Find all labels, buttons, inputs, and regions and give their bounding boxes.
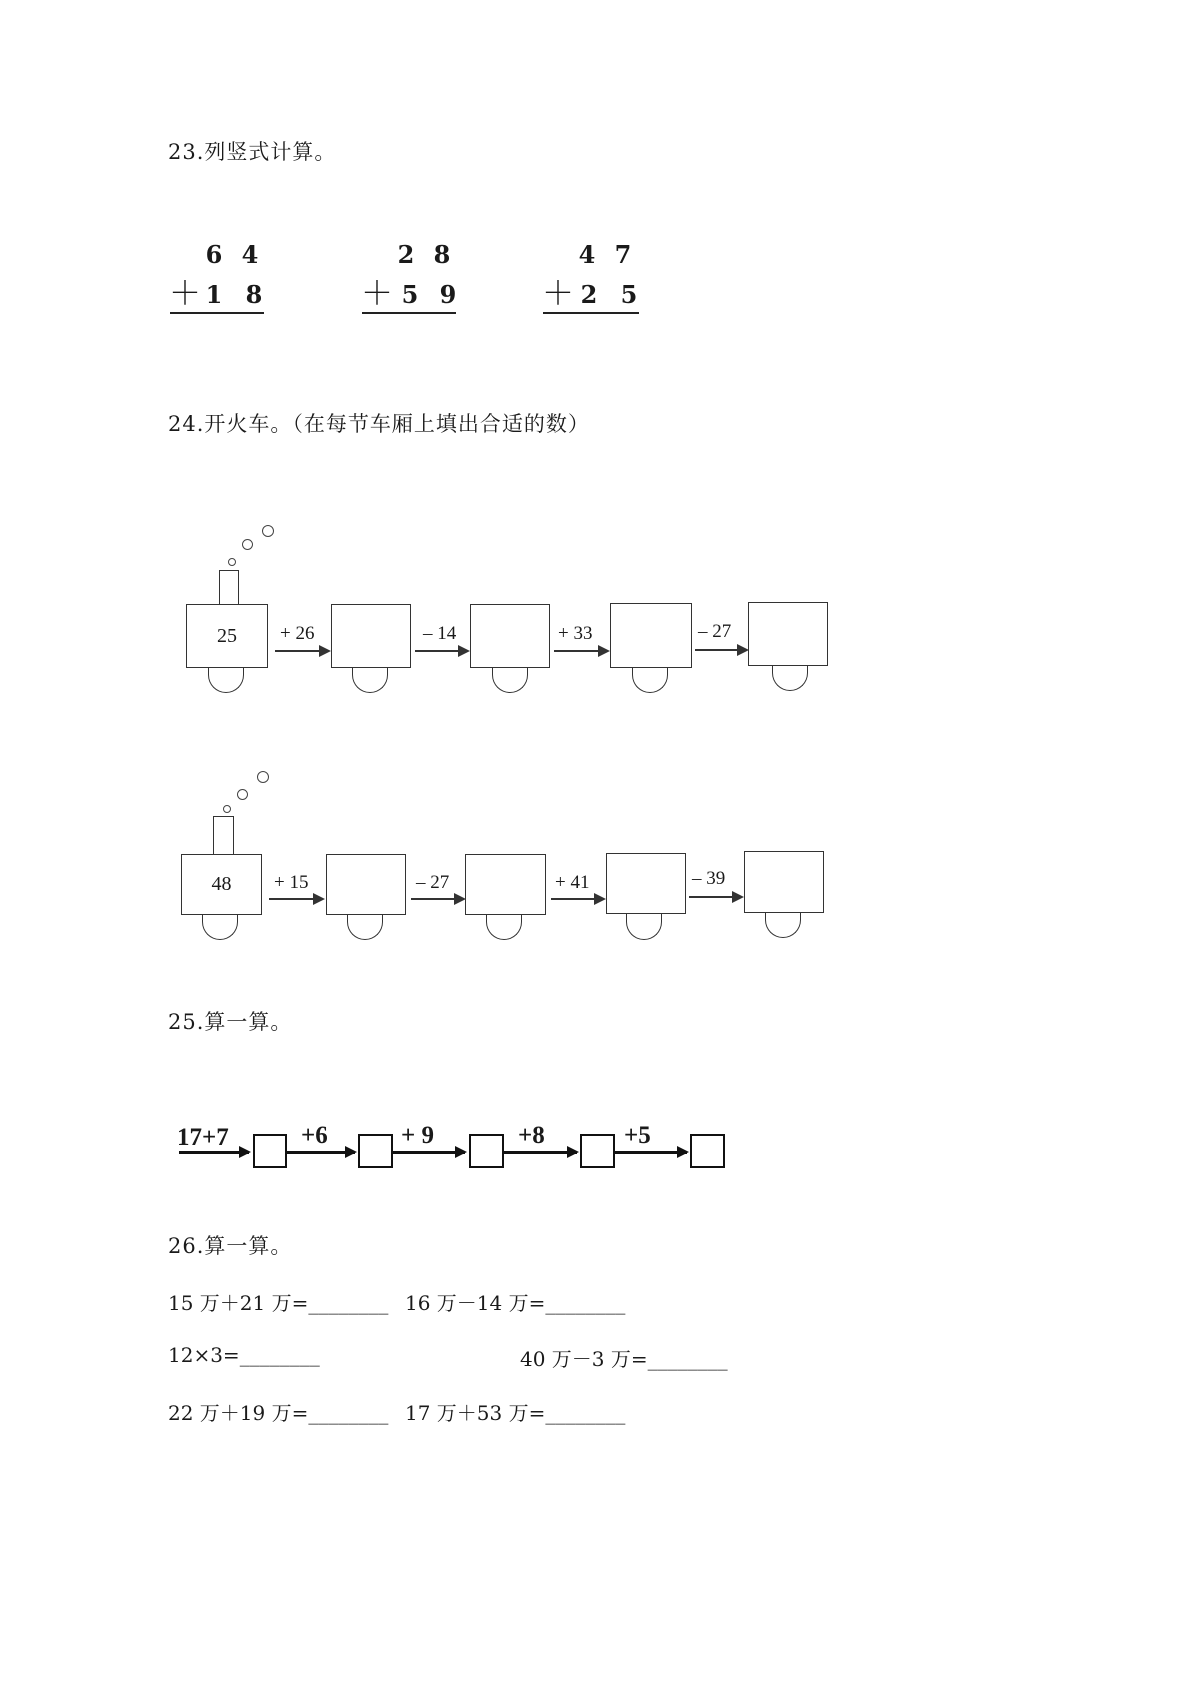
arrow-right-icon (504, 1151, 577, 1154)
operation-label: + 33 (558, 623, 593, 644)
bottom-ones-digit: 5 (620, 280, 638, 309)
arrow-right-icon (411, 898, 464, 900)
arrow-right-icon (269, 898, 323, 900)
wheel-icon (352, 667, 388, 693)
chain-operation: +6 (301, 1122, 328, 1149)
calc-item[interactable]: 12×3=________ (168, 1343, 320, 1367)
arrow-right-icon (179, 1151, 249, 1154)
plus-sign: ＋ (168, 274, 201, 312)
operation-label: – 14 (423, 623, 457, 644)
bottom-ones-digit: 8 (245, 280, 263, 309)
plus-sign: ＋ (541, 274, 574, 312)
wheel-icon (486, 914, 522, 940)
engine-car (186, 604, 268, 668)
answer-box-3[interactable] (469, 1134, 504, 1168)
chimney (219, 570, 239, 605)
chain-operation: +5 (624, 1122, 651, 1149)
start-number: 25 (217, 624, 237, 647)
chain-operation: + 9 (401, 1122, 434, 1149)
answer-car-2[interactable] (465, 854, 546, 915)
calc-item[interactable]: 17 万＋53 万=________ (405, 1401, 626, 1425)
top-ones-digit: 7 (614, 240, 632, 269)
wheel-icon (347, 914, 383, 940)
arrow-right-icon (415, 650, 468, 652)
bottom-tens-digit: 1 (205, 280, 223, 309)
sum-line (170, 312, 264, 314)
arrow-right-icon (554, 650, 608, 652)
answer-car-3[interactable] (610, 603, 692, 668)
arrow-right-icon (393, 1151, 465, 1154)
calc-item[interactable]: 40 万－3 万=________ (520, 1347, 728, 1371)
smoke-bubble-icon (228, 558, 236, 566)
arrow-right-icon (615, 1151, 687, 1154)
engine-car (181, 854, 262, 915)
wheel-icon (632, 667, 668, 693)
smoke-bubble-icon (257, 771, 269, 783)
chimney (213, 816, 234, 856)
wheel-icon (772, 665, 808, 691)
train-2 (175, 762, 835, 947)
answer-car-4[interactable] (744, 851, 824, 913)
smoke-bubble-icon (242, 539, 253, 550)
answer-car-2[interactable] (470, 604, 550, 668)
wheel-icon (765, 912, 801, 938)
operation-label: + 15 (274, 872, 309, 893)
sum-line (543, 312, 639, 314)
arrow-right-icon (689, 896, 742, 898)
vertical-addition-3 (541, 240, 641, 320)
q25-title: 25.算一算。 (168, 1010, 293, 1034)
start-number: 48 (211, 873, 232, 895)
operation-label: – 39 (692, 868, 726, 889)
answer-car-1[interactable] (331, 604, 411, 668)
operation-label: + 41 (555, 872, 590, 893)
sum-line (362, 312, 456, 314)
answer-car-3[interactable] (606, 853, 686, 914)
answer-box-4[interactable] (580, 1134, 615, 1168)
wheel-icon (626, 914, 662, 940)
arrow-right-icon (695, 649, 747, 651)
top-tens-digit: 2 (397, 240, 415, 269)
calc-item[interactable]: 22 万＋19 万=________ (168, 1401, 389, 1425)
arrow-right-icon (275, 650, 329, 652)
top-tens-digit: 6 (205, 240, 223, 269)
calc-item[interactable]: 15 万＋21 万=________ (168, 1291, 389, 1315)
top-ones-digit: 8 (433, 240, 451, 269)
answer-box-2[interactable] (358, 1134, 393, 1168)
operation-label: + 26 (280, 623, 315, 644)
calc-item[interactable]: 16 万－14 万=________ (405, 1291, 626, 1315)
wheel-icon (492, 667, 528, 693)
smoke-bubble-icon (262, 525, 274, 537)
vertical-addition-2 (360, 240, 460, 320)
number-chain (175, 1120, 735, 1180)
operation-label: – 27 (698, 621, 732, 642)
smoke-bubble-icon (223, 805, 231, 813)
bottom-tens-digit: 2 (580, 280, 598, 309)
top-tens-digit: 4 (578, 240, 596, 269)
answer-car-4[interactable] (748, 602, 828, 666)
q24-title: 24.开火车。（在每节车厢上填出合适的数） (168, 412, 590, 436)
arrow-right-icon (551, 898, 604, 900)
answer-car-1[interactable] (326, 854, 406, 915)
answer-box-1[interactable] (253, 1134, 287, 1168)
train-1 (180, 515, 840, 695)
chain-start-expression: 17+7 (177, 1124, 229, 1151)
plus-sign: ＋ (360, 274, 393, 312)
q26-title: 26.算一算。 (168, 1234, 293, 1258)
wheel-icon (202, 914, 238, 940)
operation-label: – 27 (416, 872, 450, 893)
bottom-ones-digit: 9 (439, 280, 457, 309)
top-ones-digit: 4 (241, 240, 259, 269)
smoke-bubble-icon (237, 789, 248, 800)
bottom-tens-digit: 5 (401, 280, 419, 309)
q23-title: 23.列竖式计算。 (168, 140, 337, 164)
arrow-right-icon (287, 1151, 355, 1154)
vertical-addition-1 (168, 240, 268, 320)
wheel-icon (208, 667, 244, 693)
answer-box-5[interactable] (690, 1134, 725, 1168)
chain-operation: +8 (518, 1122, 545, 1149)
